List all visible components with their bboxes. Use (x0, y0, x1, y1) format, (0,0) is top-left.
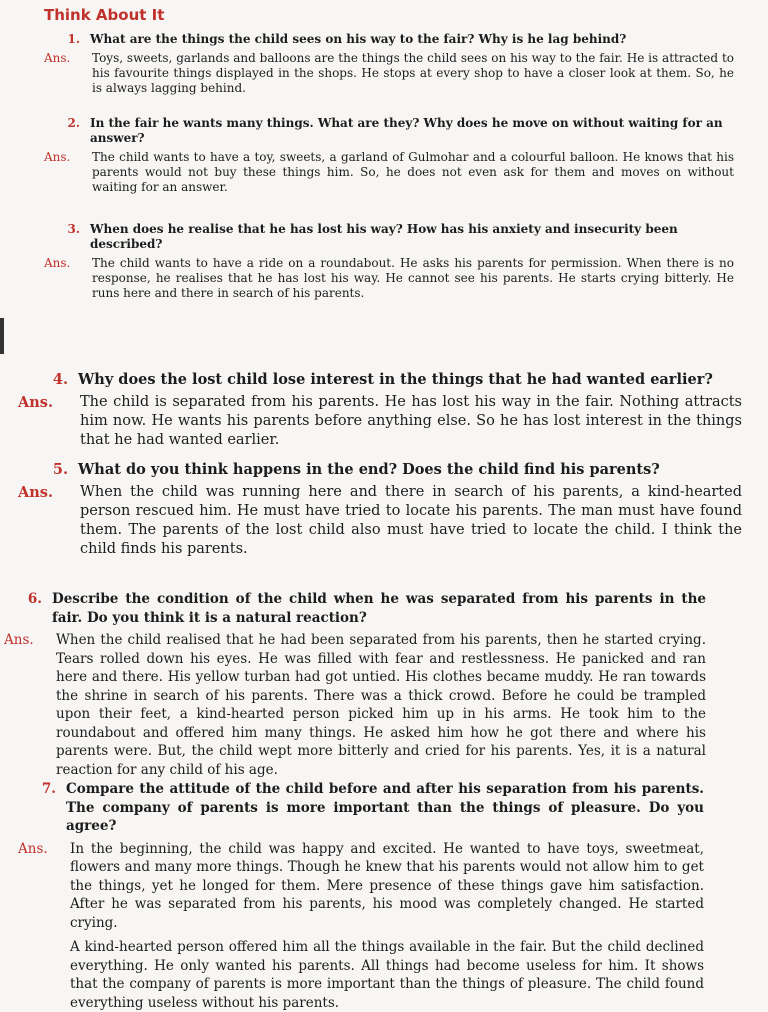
answer-row (4, 631, 706, 779)
answer-text: The child is separated from his parents. He has lost his way in the fair. Nothing attracts him now. He wants his parents before anything else. So he has lost interest in the things that he had wanted earlier. (80, 393, 742, 450)
answer-row (44, 256, 734, 301)
answer-text: Toys, sweets, garlands and balloons are the things the child sees on his way to the fair. He is attracted to his favourite things displayed in the shops. He stops at every shop to have a closer look at them. So, he is always lagging behind. (92, 51, 734, 96)
question-number: 2. (44, 116, 90, 131)
answer-label: Ans. (44, 150, 92, 165)
question-row (44, 116, 734, 146)
answer-row (44, 51, 734, 96)
question-text: Describe the condition of the child when he was separated from his parents in the fair. Do you think it is a natural reaction? (52, 590, 706, 627)
answer-label: Ans. (18, 483, 80, 502)
answer-body (70, 840, 704, 1012)
answer-paragraph-1: In the beginning, the child was happy and excited. He wanted to have toys, sweetmeat, flowers and many more things. Though he knew that his parents would not allow him to get the things, yet he longed for them. Mere presence of these things gave him satisfaction. After he was separated from his parents, his mood was completely changed. He started crying. (70, 840, 704, 933)
question-number: 4. (18, 370, 78, 389)
question-row (44, 222, 734, 252)
qa-item-5 (18, 460, 742, 559)
qa-item-6 (4, 590, 706, 779)
page-edge-mark (0, 318, 4, 354)
question-number: 7. (18, 780, 66, 799)
section-heading: Think About It (44, 6, 164, 24)
question-text: What are the things the child sees on his way to the fair? Why is he lag behind? (90, 32, 626, 47)
answer-label: Ans. (18, 840, 70, 859)
question-row (44, 32, 734, 47)
question-number: 5. (18, 460, 78, 479)
answer-text: The child wants to have a toy, sweets, a garland of Gulmohar and a colourful balloon. He knows that his parents would not buy these things him. So, he does not even ask for them and moves on without waiting for an answer. (92, 150, 734, 195)
answer-text: When the child was running here and there in search of his parents, a kind-hearted person rescued him. He must have tried to locate his parents. The man must have found them. The parents of the lost child also must have tried to locate the child. I think the child finds his parents. (80, 483, 742, 559)
question-text: In the fair he wants many things. What are they? Why does he move on without waiting for an answer? (90, 116, 734, 146)
question-row (18, 460, 742, 479)
qa-item-1 (44, 32, 734, 96)
question-text: Compare the attitude of the child before and after his separation from his parents. The company of parents is more important than the things of pleasure. Do you agree? (66, 780, 704, 836)
answer-text: When the child realised that he had been separated from his parents, then he started crying. Tears rolled down his eyes. He was filled with fear and restlessness. He panicked and ran here and there. His yellow turban had got untied. His clothes became muddy. He ran towards the shrine in search of his parents. There was a thick crowd. Before he could be trampled upon their feet, a kind-hearted person picked him up in his arms. He took him to the roundabout and offered him many things. He asked him how he got there and where his parents were. But, the child wept more bitterly and cried for his parents. Yes, it is a natural reaction for any child of his age. (56, 631, 706, 779)
question-text: Why does the lost child lose interest in the things that he had wanted earlier? (78, 370, 713, 389)
question-number: 6. (4, 590, 52, 609)
answer-row (18, 483, 742, 559)
question-number: 3. (44, 222, 90, 237)
question-row (4, 590, 706, 627)
answer-label: Ans. (44, 51, 92, 66)
question-row (18, 780, 704, 836)
answer-row (18, 393, 742, 450)
answer-label: Ans. (18, 393, 80, 412)
answer-text: The child wants to have a ride on a roundabout. He asks his parents for permission. When there is no response, he realises that he has lost his way. He cannot see his parents. He starts crying bitterly. He runs here and there in search of his parents. (92, 256, 734, 301)
answer-row (44, 150, 734, 195)
answer-label: Ans. (4, 631, 56, 650)
qa-item-3 (44, 222, 734, 301)
qa-item-7 (18, 780, 704, 1012)
answer-paragraph-2: A kind-hearted person offered him all the things available in the fair. But the child declined everything. He only wanted his parents. All things had become useless for him. It shows that the company of parents is more important than the things of pleasure. The child found everything useless without his parents. (70, 938, 704, 1012)
qa-item-2 (44, 116, 734, 195)
answer-label: Ans. (44, 256, 92, 271)
question-number: 1. (44, 32, 90, 47)
question-text: What do you think happens in the end? Does the child find his parents? (78, 460, 660, 479)
question-row (18, 370, 742, 389)
answer-row (18, 840, 704, 1012)
qa-item-4 (18, 370, 742, 450)
question-text: When does he realise that he has lost his way? How has his anxiety and insecurity been described? (90, 222, 734, 252)
